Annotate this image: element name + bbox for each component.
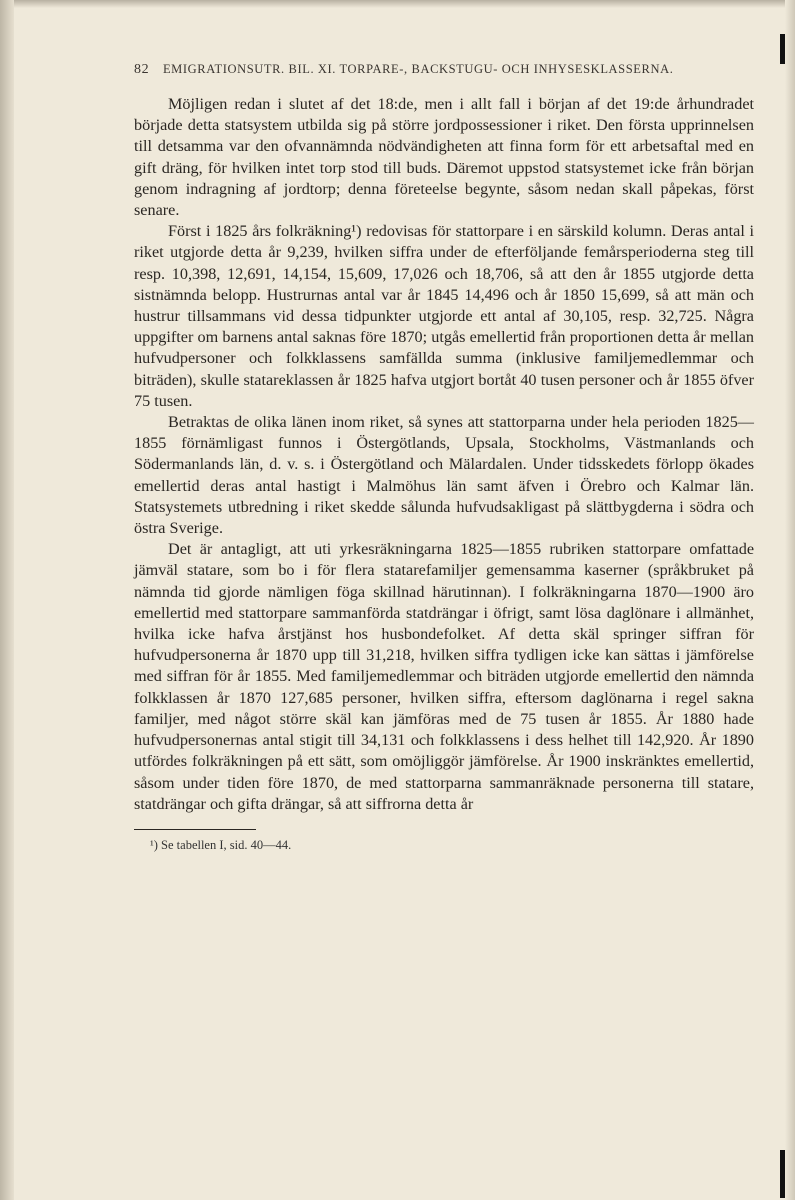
running-head bbox=[134, 62, 754, 84]
running-title: EMIGRATIONSUTR. BIL. XI. TORPARE-, BACKSTUGU- OCH INHYSESKLASSERNA. bbox=[162, 62, 674, 76]
bookmark-tab-bottom bbox=[780, 1150, 785, 1198]
paragraph-3: Betraktas de olika länen inom riket, så synes att stattorparna under hela perioden 1825—1855 förnämligast funnos i Östergötlands, Upsala, Stockholms, Västmanlands och Södermanlands län, d. v. s. i Östergötland och Mälardalen. Under tidsskedets förlopp ökades emellertid deras antal hastigt i Malmöhus län samt äfven i Örebro och Kalmar län. Statsystemets utbredning i riket skedde sålunda hufvudsakligast på slättbygderna i södra och östra Sverige. bbox=[134, 413, 754, 538]
paragraph-4: Det är antagligt, att uti yrkesräkningarna 1825—1855 rubriken stattorpare omfattade jämväl statare, som bo i för flera statarefamiljer gemensamma kaserner (språkbruket på nämnda tid gjorde nämligen föga skillnad härutinnan). I folkräkningarna 1870—1900 äro emellertid med stattorpare sammanförda statdrängar i öfrigt, samt lösa daglönare i allmänhet, hvilka icke hafva årstjänst hos husbondefolket. Af detta skäl springer siffran för hufvudpersonerna år 1870 upp till 31,218, hvilken siffra tydligen icke kan sättas i jämförelse med siffran för år 1855. Med familjemedlemmar och biträden utgjorde emellertid den nämnda folkklassen år 1870 127,685 personer, hvilken siffra, eftersom daglönarna i regel sakna familjer, med något större skäl kan jämföras med de 75 tusen år 1855. År 1880 hade hufvudpersonernas antal stigit till 34,131 och folkklassens i dess helhet till 142,920. År 1890 utfördes folkräkningen på ett sätt, som omöjliggör jämförelse. År 1900 inskränktes emellertid, såsom under tiden före 1870, de med stattorparna sammanräknade personerna till statare, statdrängar och gifta drängar, så att siffrorna detta år bbox=[134, 540, 754, 813]
page-number: 82 bbox=[134, 62, 150, 77]
footnote bbox=[134, 838, 754, 853]
scan-top-shadow bbox=[0, 0, 795, 8]
footnote-text: Se tabellen I, sid. 40—44. bbox=[161, 837, 292, 852]
bookmark-tab-top bbox=[780, 34, 785, 64]
scan-right-edge bbox=[785, 0, 795, 1200]
scan-left-edge bbox=[0, 0, 14, 1200]
book-page bbox=[134, 62, 754, 853]
footnote-marker: ¹) bbox=[150, 837, 158, 852]
footnote-rule bbox=[134, 829, 256, 830]
paragraph-1: Möjligen redan i slutet af det 18:de, men i allt fall i början af det 19:de århundradet började detta statsystem utbilda sig på större jordpossessioner i riket. Den första upprinnelsen till detsamma var den ofvannämnda nödvändigheten att finna form för ett arbetsaftal med en gift dräng, för hvilken intet torp stod till buds. Däremot uppstod statsystemet icke från början genom indragning af jordtorp; denna företeelse begynte, såsom nedan skall påpekas, först senare. bbox=[134, 95, 754, 220]
paragraph-2: Först i 1825 års folkräkning¹) redovisas för stattorpare i en särskild kolumn. Deras antal i riket utgjorde detta år 9,239, hvilken siffra under de efterföljande femårsperioderna steg till resp. 10,398, 12,691, 14,154, 15,609, 17,026 och 18,706, så att den år 1855 utgjorde detta sistnämnda belopp. Hustrurnas antal var år 1845 14,496 och år 1850 15,699, så att män och hustrur tillsammans vid dessa tidpunkter utgjorde ett antal af 30,105, resp. 32,725. Några uppgifter om barnens antal saknas före 1870; utgås emellertid från proportionen detta år mellan hufvudpersoner och folkklassens samfällda summa (inklusive familjemedlemmar och biträden), skulle statareklassen år 1825 hafva utgjort bortåt 40 tusen personer och år 1855 öfver 75 tusen. bbox=[134, 222, 754, 410]
body-text bbox=[134, 94, 754, 815]
